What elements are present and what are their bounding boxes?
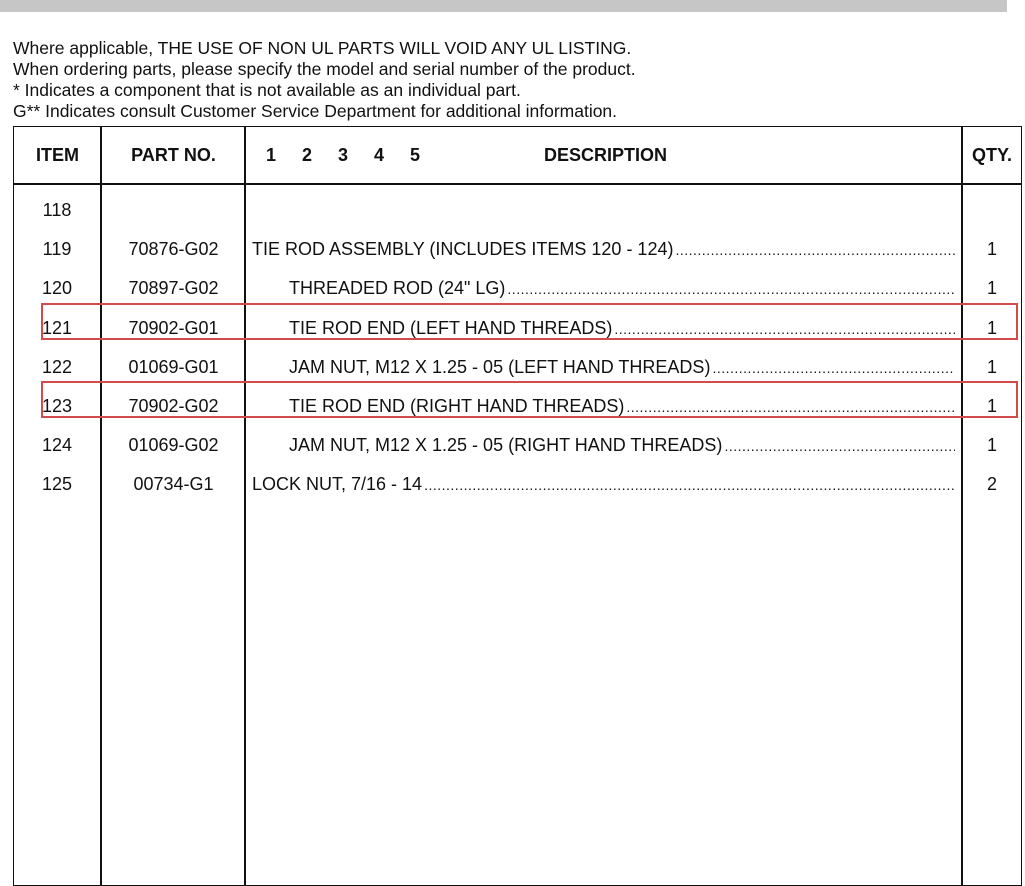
header-item: ITEM — [36, 144, 79, 165]
note-line: When ordering parts, please specify the model and serial number of the product. — [13, 59, 636, 79]
description-text: LOCK NUT, 7/16 - 14 — [252, 474, 423, 495]
description-text: JAM NUT, M12 X 1.25 - 05 (RIGHT HAND THREADS) — [289, 435, 723, 456]
table-row — [14, 230, 1021, 269]
dot-leader — [724, 435, 955, 456]
header-level: 4 — [374, 144, 385, 165]
quantity: 1 — [986, 396, 997, 416]
dot-leader — [712, 357, 955, 378]
item-number: 124 — [41, 435, 73, 456]
part-number: 70902-G02 — [128, 396, 219, 416]
part-number: 70876-G02 — [128, 239, 219, 260]
quantity: 2 — [986, 474, 997, 495]
description-text: TIE ROD ASSEMBLY (INCLUDES ITEMS 120 - 124) — [252, 239, 674, 260]
dot-leader — [675, 239, 955, 260]
quantity: 1 — [986, 317, 997, 338]
highlight-box — [41, 303, 1018, 340]
header-description-cell — [246, 127, 962, 183]
notes-block — [13, 38, 636, 122]
quantity: 1 — [986, 239, 997, 260]
description-text: TIE ROD END (LEFT HAND THREADS) — [289, 317, 613, 338]
part-number: 70897-G02 — [128, 278, 219, 299]
description-cell — [289, 278, 955, 299]
item-number: 120 — [41, 278, 73, 299]
quantity: 1 — [986, 278, 997, 299]
header-qty: QTY. — [971, 144, 1012, 165]
item-number: 119 — [42, 239, 72, 260]
header-level: 1 — [266, 144, 277, 165]
part-number: 01069-G02 — [128, 435, 219, 456]
item-number: 122 — [41, 356, 73, 377]
item-number: 121 — [41, 317, 73, 338]
header-levels — [266, 145, 446, 166]
description-cell — [252, 474, 955, 495]
item-number: 123 — [41, 396, 73, 416]
header-level: 2 — [302, 144, 313, 165]
note-line: G** Indicates consult Customer Service Department for additional information. — [13, 101, 618, 121]
part-number: 00734-G1 — [133, 474, 214, 495]
table-row — [14, 465, 1021, 504]
header-divider — [14, 183, 1021, 185]
top-bar — [0, 0, 1007, 12]
part-number: 01069-G01 — [128, 356, 219, 377]
quantity: 1 — [986, 356, 997, 377]
highlight-box — [41, 381, 1018, 418]
description-cell — [252, 239, 955, 260]
dot-leader — [507, 278, 955, 299]
header-level: 5 — [410, 144, 421, 165]
description-text: JAM NUT, M12 X 1.25 - 05 (LEFT HAND THREADS) — [289, 356, 711, 377]
description-text: THREADED ROD (24" LG) — [289, 278, 506, 299]
header-part-no: PART NO. — [131, 144, 216, 165]
item-number: 118 — [42, 200, 72, 220]
item-number: 125 — [41, 474, 73, 495]
note-line: * Indicates a component that is not available as an individual part. — [13, 80, 521, 100]
table-row — [14, 191, 1021, 230]
description-text: TIE ROD END (RIGHT HAND THREADS) — [289, 396, 625, 416]
description-cell — [289, 435, 955, 456]
header-level: 3 — [338, 144, 349, 165]
note-line: Where applicable, THE USE OF NON UL PARTS WILL VOID ANY UL LISTING. — [13, 38, 632, 58]
table-row — [14, 426, 1021, 465]
parts-table — [13, 126, 1022, 886]
quantity: 1 — [986, 435, 997, 456]
header-description: DESCRIPTION — [544, 144, 668, 165]
dot-leader — [424, 474, 955, 495]
description-cell — [289, 357, 955, 378]
part-number: 70902-G01 — [128, 317, 219, 338]
